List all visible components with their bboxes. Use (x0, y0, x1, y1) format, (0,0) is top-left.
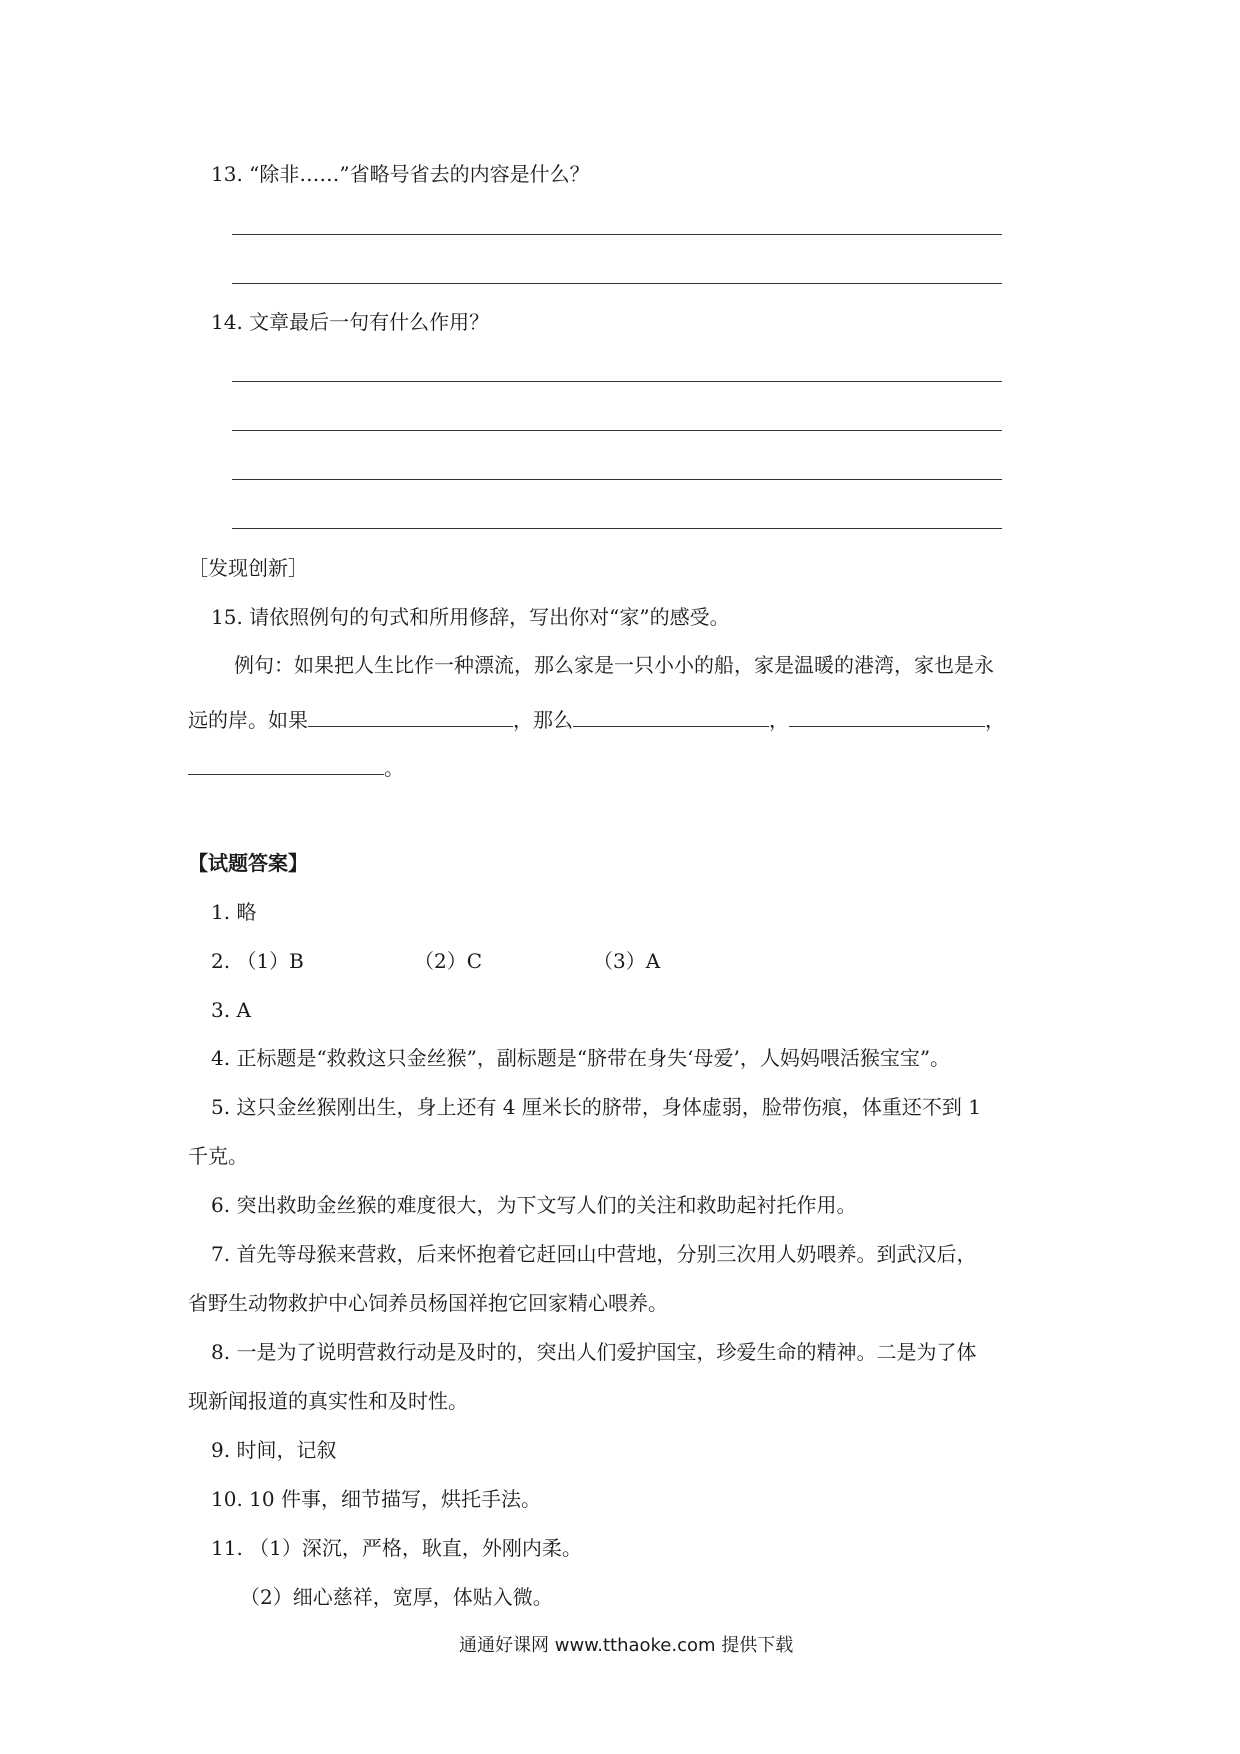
section-heading: ［发现创新］ (188, 556, 308, 580)
fill-in-sentence (188, 705, 1005, 730)
answer-7-line-1: 7. 首先等母猴来营救，后来怀抱着它赶回山中营地，分别三次用人奶喂养。到武汉后， (211, 1242, 977, 1266)
answer-3: 3. A (211, 998, 251, 1022)
answer-1: 1. 略 (211, 900, 257, 924)
question-14: 14. 文章最后一句有什么作用？ (211, 310, 490, 334)
fill-blank-2[interactable] (573, 705, 769, 727)
answer-line[interactable] (232, 234, 1002, 235)
answer-11-part-2: （2）细心慈祥，宽厚，体贴入微。 (240, 1585, 553, 1609)
fill-in-sentence-end (188, 753, 404, 778)
answer-line[interactable] (232, 528, 1002, 529)
answer-6: 6. 突出救助金丝猴的难度很大，为下文写人们的关注和救助起衬托作用。 (211, 1193, 857, 1217)
answer-line[interactable] (232, 283, 1002, 284)
answer-4: 4. 正标题是“救救这只金丝猴”，副标题是“脐带在身失‘母爱’，人妈妈喂活猴宝宝”。 (211, 1046, 951, 1070)
answer-2-part-2: （2）C (414, 949, 483, 973)
punctuation: 。 (384, 756, 404, 780)
question-15: 15. 请依照例句的句式和所用修辞，写出你对“家”的感受。 (211, 605, 730, 629)
answers-heading: 【试题答案】 (188, 851, 308, 875)
punctuation: ，那么 (513, 708, 573, 732)
footer-credit: 通通好课网 www.tthaoke.com 提供下载 (459, 1635, 794, 1656)
answer-8-line-2: 现新闻报道的真实性和及时性。 (188, 1389, 468, 1413)
answer-5-line-1: 5. 这只金丝猴刚出生，身上还有 4 厘米长的脐带，身体虚弱，脸带伤痕，体重还不到 1 (211, 1095, 981, 1119)
example-sentence: 例句：如果把人生比作一种漂流，那么家是一只小小的船，家是温暖的港湾，家也是永 (234, 653, 994, 677)
answer-7-line-2: 省野生动物救护中心饲养员杨国祥抱它回家精心喂养。 (188, 1291, 668, 1315)
punctuation: ， (769, 708, 789, 732)
fill-blank-3[interactable] (789, 705, 985, 727)
fill-blank-1[interactable] (308, 705, 513, 727)
answer-line[interactable] (232, 381, 1002, 382)
question-13: 13. “除非……”省略号省去的内容是什么？ (211, 162, 590, 186)
answer-8-line-1: 8. 一是为了说明营救行动是及时的，突出人们爱护国宝，珍爱生命的精神。二是为了体 (211, 1340, 977, 1364)
answer-line[interactable] (232, 430, 1002, 431)
answer-2-part-1: 2. （1）B (211, 949, 304, 973)
answer-10: 10. 10 件事，细节描写，烘托手法。 (211, 1487, 541, 1511)
fill-blank-4[interactable] (188, 753, 384, 775)
answer-9: 9. 时间，记叙 (211, 1438, 337, 1462)
answer-5-line-2: 千克。 (188, 1144, 248, 1168)
answer-11-part-1: 11. （1）深沉，严格，耿直，外刚内柔。 (211, 1536, 582, 1560)
answer-line[interactable] (232, 479, 1002, 480)
answer-2-part-3: （3）A (593, 949, 661, 973)
punctuation: ， (985, 708, 1005, 732)
example-continuation: 远的岸。如果 (188, 708, 308, 732)
